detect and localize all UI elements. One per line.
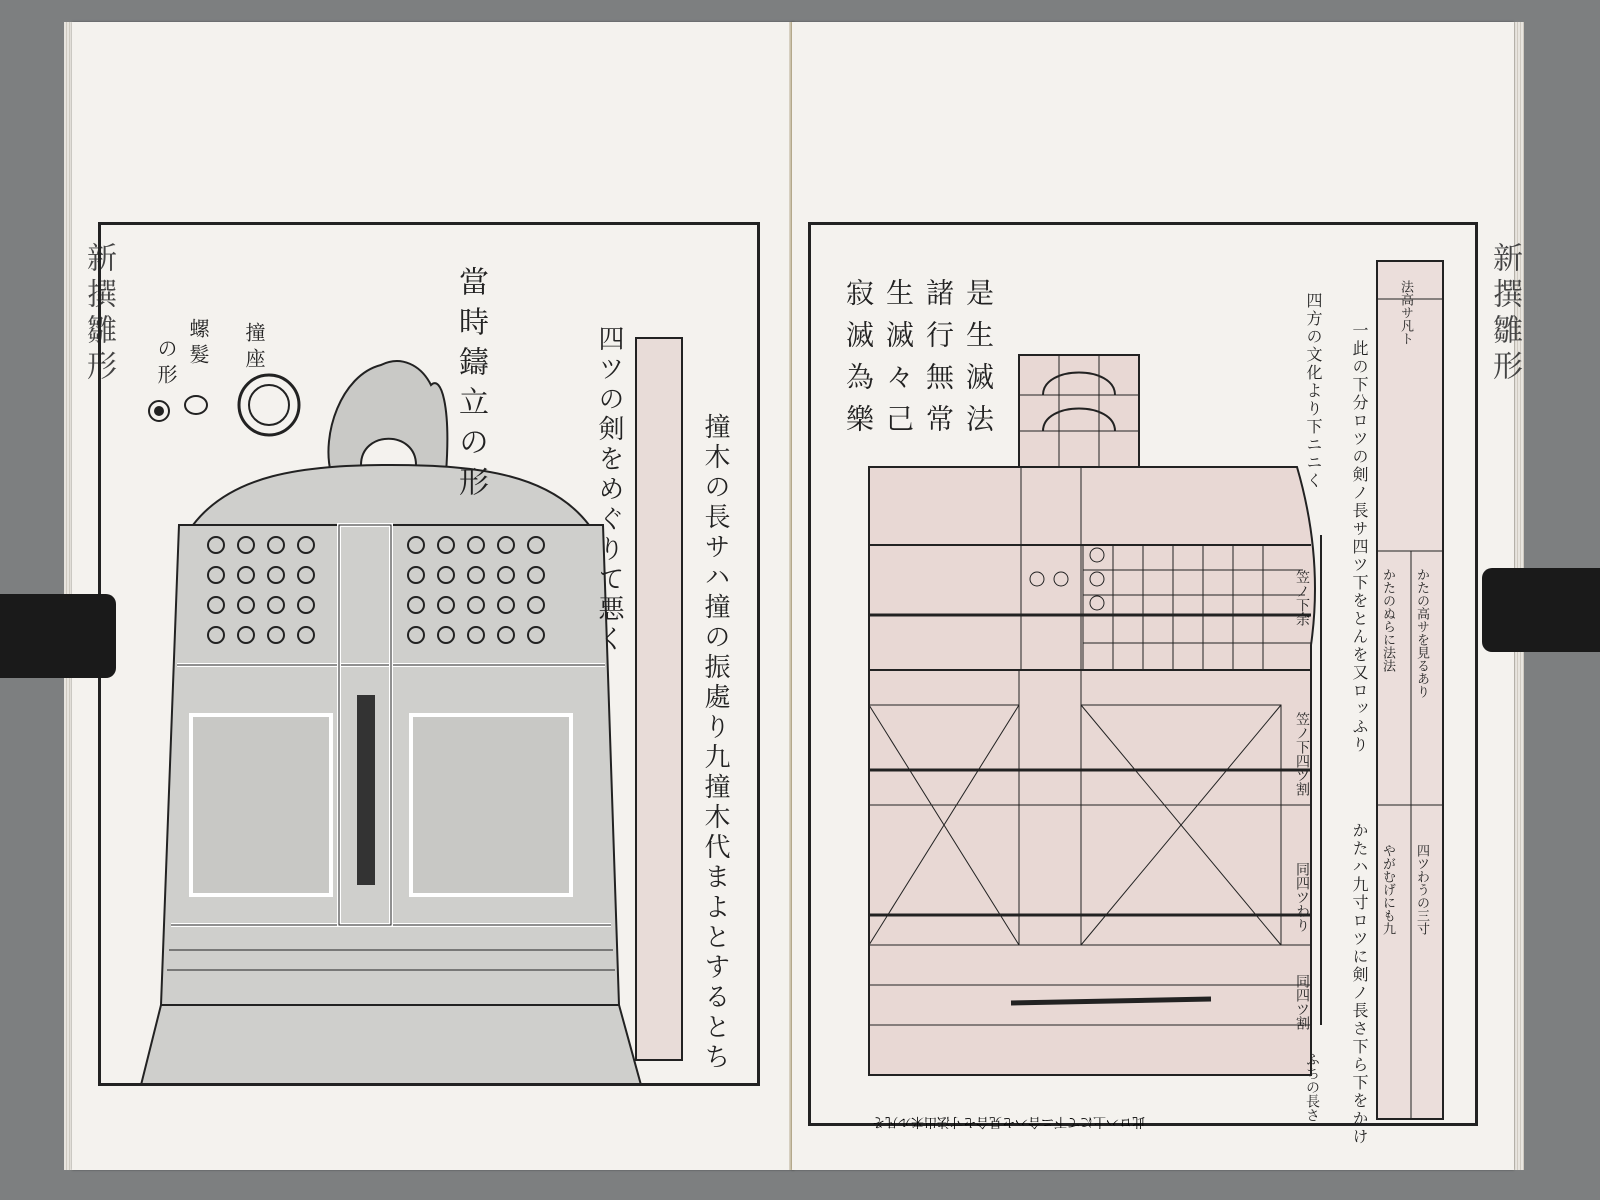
measure-label-4: 同四ツ割 <box>1294 974 1310 1030</box>
ornament-label-2: の形 <box>154 338 178 390</box>
side-note-3: 四ツわうの三寸 <box>1414 844 1429 935</box>
verse-col-1: 是生滅法 <box>962 278 995 446</box>
upper-inner-note: 四方の文化より下ニニく <box>1304 292 1323 490</box>
lower-note: かたハ九寸ロツに剣ノ長さ下ら下をかけ <box>1350 822 1369 1146</box>
measure-label-3: 同四ツわり <box>1294 862 1310 932</box>
left-page-title: 當時鑄立の形 <box>453 266 488 506</box>
stick-note: 撞木の長サハ撞の振處り九撞木代まよとするとち <box>700 413 730 1073</box>
side-note-4: やがむげにも九 <box>1380 844 1395 935</box>
right-margin-title: 新撰雛形 <box>1487 242 1522 386</box>
verse-col-2: 諸行無常 <box>922 278 955 446</box>
left-book-clip <box>0 594 116 678</box>
inscription-note: 四ツの剣をめぐりて悪く <box>594 325 624 655</box>
measure-label-5: ふちの長さ <box>1304 1052 1320 1122</box>
bottom-note: 此ロハ上にて下ニ合ハセ見合セ寸法出来ル凡そ <box>872 1114 1146 1129</box>
left-margin-title: 新撰雛形 <box>81 242 116 386</box>
side-note-2: かたのぬらに法法 <box>1380 568 1395 672</box>
verse-col-4: 寂滅為樂 <box>842 278 875 446</box>
stick-seat-label: 撞座 <box>242 322 266 374</box>
header-cell: 法高サ凡ト <box>1398 280 1413 345</box>
main-note: 一此の下分ロツの剣ノ長サ四ツ下をとんを又ロッふり <box>1350 322 1369 754</box>
measure-label-1: 笠ノ下余 <box>1294 570 1310 626</box>
ornament-label-1: 螺髮 <box>186 318 210 370</box>
right-book-clip <box>1482 568 1600 652</box>
side-note-1: かたの高サを見るあり <box>1414 568 1429 698</box>
verse-col-3: 生滅々己 <box>882 278 915 446</box>
measure-label-2: 笠ノ下四ツ割 <box>1294 712 1310 796</box>
hammer-stick <box>635 337 683 1061</box>
left-page <box>72 22 794 1170</box>
right-page <box>792 22 1522 1170</box>
